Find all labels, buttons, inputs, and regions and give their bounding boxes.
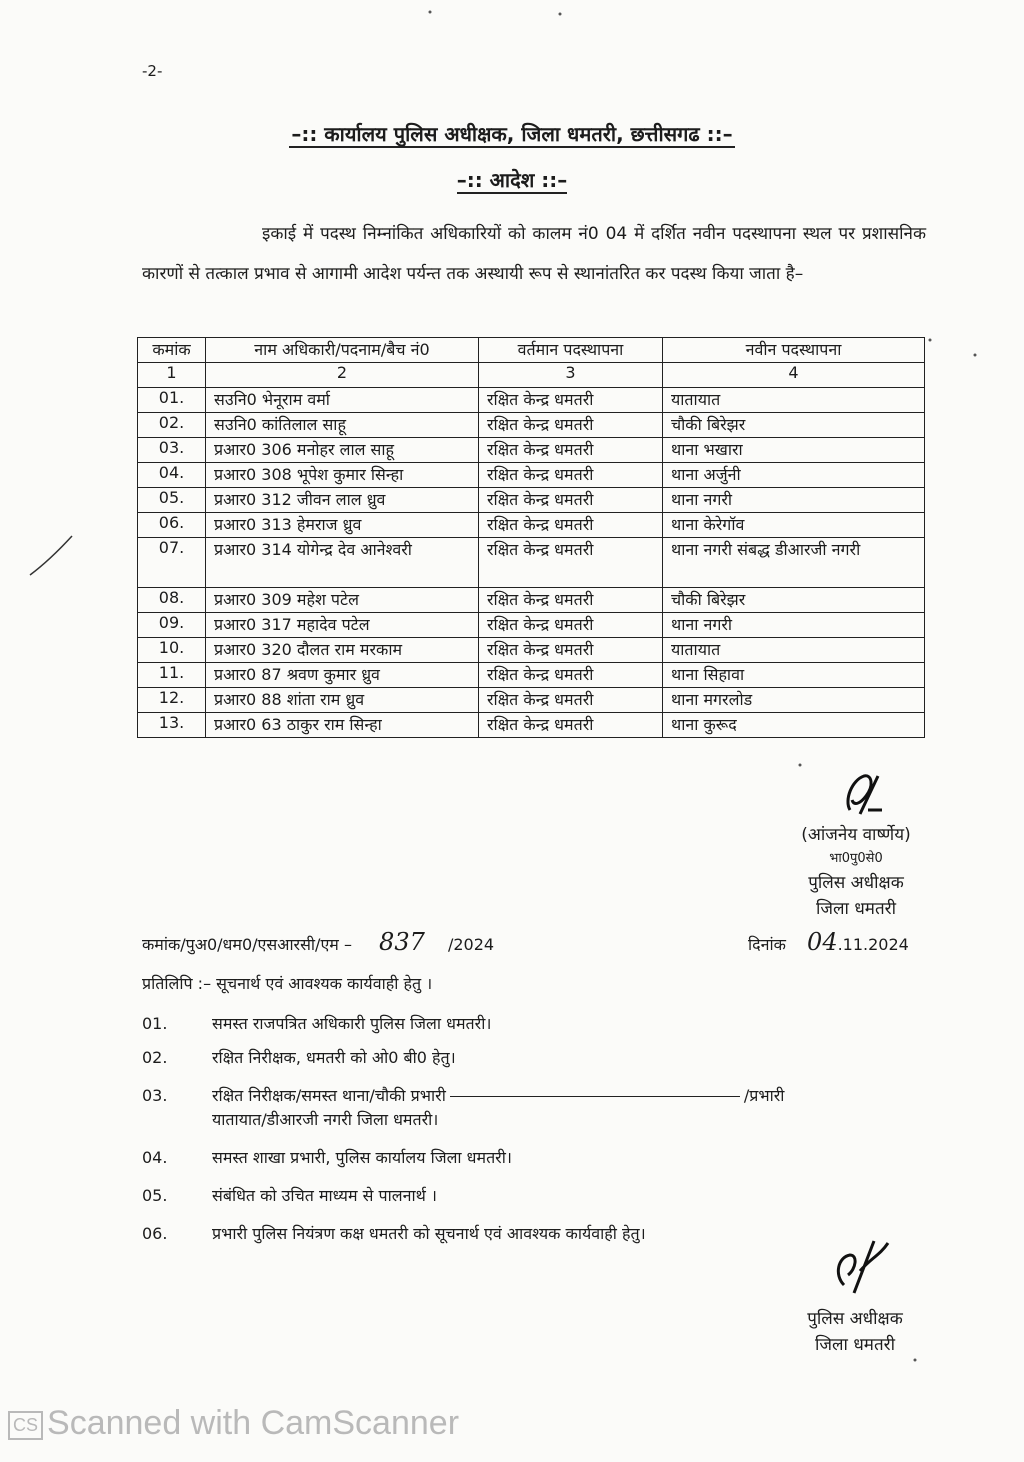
camscanner-logo-icon: CS bbox=[8, 1411, 43, 1440]
row-new: थाना नगरी संबद्ध डीआरजी नगरी bbox=[663, 538, 925, 588]
colnum: 1 bbox=[138, 363, 206, 388]
signatory-designation: पुलिस अधीक्षक bbox=[808, 873, 904, 893]
row-name: प्रआर0 317 महादेव पटेल bbox=[206, 613, 479, 638]
row-new: थाना नगरी bbox=[663, 613, 925, 638]
table-row bbox=[138, 413, 925, 438]
row-current: रक्षित केन्द्र धमतरी bbox=[479, 713, 663, 738]
row-no: 09. bbox=[138, 613, 206, 638]
handwritten-day: 04 bbox=[807, 928, 838, 956]
row-no: 02. bbox=[138, 413, 206, 438]
row-no: 03. bbox=[138, 438, 206, 463]
row-no: 01. bbox=[138, 388, 206, 413]
reference-number: कमांक/पुअ0/धम0/एसआरसी/एम – 837 /2024 bbox=[142, 928, 495, 956]
row-current: रक्षित केन्द्र धमतरी bbox=[479, 613, 663, 638]
table-row bbox=[138, 538, 925, 588]
row-name: सउनि0 कांतिलाल साहू bbox=[206, 413, 479, 438]
table-row bbox=[138, 663, 925, 688]
list-item: 03. रक्षित निरीक्षक/समस्त थाना/चौकी प्रभारी /प्रभारी यातायात/डीआरजी नगरी जिला धमतरी। bbox=[142, 1086, 785, 1129]
row-no: 04. bbox=[138, 463, 206, 488]
table-row bbox=[138, 638, 925, 663]
row-name: प्रआर0 309 महेश पटेल bbox=[206, 588, 479, 613]
signature-scrawl bbox=[830, 1235, 894, 1310]
order-heading: –:: आदेश ::– bbox=[456, 168, 568, 192]
row-name: प्रआर0 320 दौलत राम मरकाम bbox=[206, 638, 479, 663]
order-date: दिनांक 04.11.2024 bbox=[748, 928, 909, 956]
table-row bbox=[138, 688, 925, 713]
signatory-block bbox=[780, 822, 932, 922]
row-no: 13. bbox=[138, 713, 206, 738]
row-no: 08. bbox=[138, 588, 206, 613]
handwritten-number: 837 bbox=[379, 928, 425, 956]
row-current: रक्षित केन्द्र धमतरी bbox=[479, 413, 663, 438]
row-new: चौकी बिरेझर bbox=[663, 413, 925, 438]
row-current: रक्षित केन्द्र धमतरी bbox=[479, 663, 663, 688]
row-name: प्रआर0 88 शांता राम ध्रुव bbox=[206, 688, 479, 713]
row-name: प्रआर0 308 भूपेश कुमार सिन्हा bbox=[206, 463, 479, 488]
row-no: 10. bbox=[138, 638, 206, 663]
table-row bbox=[138, 588, 925, 613]
table-row bbox=[138, 513, 925, 538]
signature-initial bbox=[842, 770, 886, 828]
transfer-table bbox=[137, 337, 925, 738]
row-current: रक्षित केन्द्र धमतरी bbox=[479, 438, 663, 463]
row-name: प्रआर0 312 जीवन लाल ध्रुव bbox=[206, 488, 479, 513]
row-name: प्रआर0 87 श्रवण कुमार ध्रुव bbox=[206, 663, 479, 688]
colnum: 2 bbox=[206, 363, 479, 388]
camscanner-watermark: CS Scanned with CamScanner bbox=[8, 1404, 459, 1443]
row-name: सउनि0 भेनूराम वर्मा bbox=[206, 388, 479, 413]
row-new: थाना अर्जुनी bbox=[663, 463, 925, 488]
footer-district: जिला धमतरी bbox=[814, 1335, 896, 1355]
table-row bbox=[138, 613, 925, 638]
row-new: चौकी बिरेझर bbox=[663, 588, 925, 613]
row-current: रक्षित केन्द्र धमतरी bbox=[479, 513, 663, 538]
header-serial: कमांक bbox=[138, 338, 206, 363]
row-current: रक्षित केन्द्र धमतरी bbox=[479, 463, 663, 488]
row-new: थाना भखारा bbox=[663, 438, 925, 463]
signatory-service: भा0पु0से0 bbox=[829, 851, 883, 866]
table-row bbox=[138, 463, 925, 488]
row-name: प्रआर0 306 मनोहर लाल साहू bbox=[206, 438, 479, 463]
signatory-name: (आंजनेय वार्ष्णेय) bbox=[801, 825, 911, 845]
row-no: 12. bbox=[138, 688, 206, 713]
office-heading: –:: कार्यालय पुलिस अधीक्षक, जिला धमतरी, छत्तीसगढ ::– bbox=[291, 122, 733, 146]
row-name: प्रआर0 313 हेमराज ध्रुव bbox=[206, 513, 479, 538]
row-new: थाना कुरूद bbox=[663, 713, 925, 738]
table-row bbox=[138, 388, 925, 413]
row-new: यातायात bbox=[663, 638, 925, 663]
row-current: रक्षित केन्द्र धमतरी bbox=[479, 588, 663, 613]
row-no: 05. bbox=[138, 488, 206, 513]
row-current: रक्षित केन्द्र धमतरी bbox=[479, 688, 663, 713]
row-current: रक्षित केन्द्र धमतरी bbox=[479, 538, 663, 588]
row-current: रक्षित केन्द्र धमतरी bbox=[479, 488, 663, 513]
row-new: थाना नगरी bbox=[663, 488, 925, 513]
table-colnum-row bbox=[138, 363, 925, 388]
row-no: 07. bbox=[138, 538, 206, 588]
row-current: रक्षित केन्द्र धमतरी bbox=[479, 638, 663, 663]
row-new: थाना सिहावा bbox=[663, 663, 925, 688]
row-new: थाना मगरलोड bbox=[663, 688, 925, 713]
row-current: रक्षित केन्द्र धमतरी bbox=[479, 388, 663, 413]
table-row bbox=[138, 438, 925, 463]
row-no: 06. bbox=[138, 513, 206, 538]
table-header-row bbox=[138, 338, 925, 363]
row-name: प्रआर0 314 योगेन्द्र देव आनेश्वरी bbox=[206, 538, 479, 588]
table-row bbox=[138, 713, 925, 738]
row-new: थाना केरेगॉव bbox=[663, 513, 925, 538]
row-new: यातायात bbox=[663, 388, 925, 413]
page-number: -2- bbox=[142, 62, 163, 80]
table-row bbox=[138, 488, 925, 513]
colnum: 3 bbox=[479, 363, 663, 388]
header-current-posting: वर्तमान पदस्थापना bbox=[479, 338, 663, 363]
header-new-posting: नवीन पदस्थापना bbox=[663, 338, 925, 363]
blank-line bbox=[450, 1096, 740, 1097]
footer-signatory bbox=[790, 1306, 920, 1358]
row-name: प्रआर0 63 ठाकुर राम सिन्हा bbox=[206, 713, 479, 738]
header-name: नाम अधिकारी/पदनाम/बैच नं0 bbox=[206, 338, 479, 363]
copy-to-line: प्रतिलिपि :– सूचनार्थ एवं आवश्यक कार्यवाही हेतु । bbox=[142, 974, 433, 993]
footer-designation: पुलिस अधीक्षक bbox=[807, 1309, 903, 1329]
row-no: 11. bbox=[138, 663, 206, 688]
signatory-district: जिला धमतरी bbox=[815, 899, 897, 919]
colnum: 4 bbox=[663, 363, 925, 388]
intro-paragraph: इकाई में पदस्थ निम्नांकित अधिकारियों को कालम नं0 04 में दर्शित नवीन पदस्थापना स्थल पर प्रशासनिक कारणों से तत्काल प्रभाव से आगामी आदेश पर्यन्त तक अस्थायी रूप से स्थानांतरित कर पदस्थ किया जाता है– bbox=[142, 224, 926, 284]
